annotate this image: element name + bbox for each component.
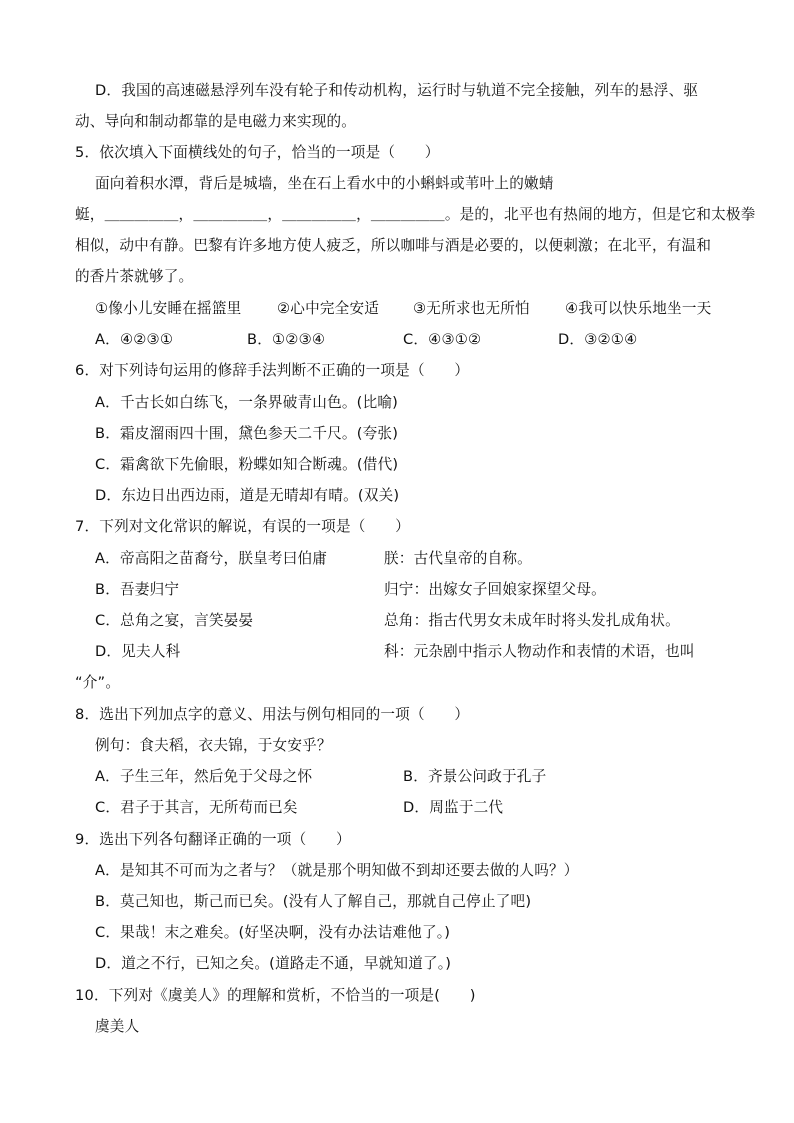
q6-option-b: B．霜皮溜雨四十围，黛色参天二千尺。(夸张) xyxy=(95,425,399,442)
q7-row-d-left: D．见夫人科 xyxy=(95,643,181,660)
q4-option-d-line1: D．我国的高速磁悬浮列车没有轮子和传动机构，运行时与轨道不完全接触，列车的悬浮、驱 xyxy=(95,82,699,99)
q7-row-b-left: B．吾妻归宁 xyxy=(95,581,180,598)
q5-item-2: ②心中完全安适 xyxy=(277,300,380,317)
q7-tail: “介”。 xyxy=(75,674,121,691)
q8-example: 例句：食夫稻，衣夫锦，于女安乎？ xyxy=(95,737,332,754)
q5-item-1: ①像小儿安睡在摇篮里 xyxy=(95,300,242,317)
q9-option-b: B．莫己知也，斯己而已矣。(没有人了解自己，那就自己停止了吧) xyxy=(95,893,532,910)
q8-option-b: B．齐景公问政于孔子 xyxy=(403,768,547,785)
q7-row-d-right: 科：元杂剧中指示人物动作和表情的术语，也叫 xyxy=(384,643,695,660)
q7-row-c-right: 总角：指古代男女未成年时将头发扎成角状。 xyxy=(384,612,680,629)
q5-option-c: C．④③①② xyxy=(403,331,482,348)
q6-option-d: D．东边日出西边雨，道是无晴却有晴。(双关) xyxy=(95,487,400,504)
q8-row-2 xyxy=(95,797,745,819)
q7-row-a-right: 朕：古代皇帝的自称。 xyxy=(384,550,532,567)
q5-option-d: D．③②①④ xyxy=(558,331,638,348)
q9-option-d: D．道之不行，已知之矣。(道路走不通，早就知道了。) xyxy=(95,955,452,972)
q8-option-d: D．周监于二代 xyxy=(403,799,504,816)
q8-stem: 8．选出下列加点字的意义、用法与例句相同的一项（ ） xyxy=(75,706,470,723)
q6-stem: 6．对下列诗句运用的修辞手法判断不正确的一项是（ ） xyxy=(75,362,470,379)
q5-item-3: ③无所求也无所怕 xyxy=(413,300,530,317)
q5-items-row xyxy=(95,298,745,320)
q5-passage-line1: 面向着积水潭，背后是城墙，坐在石上看水中的小蝌蚪或苇叶上的嫩蜻 xyxy=(95,175,554,192)
q7-row-a-left: A．帝高阳之苗裔兮，朕皇考曰伯庸 xyxy=(95,550,328,567)
q8-option-a: A．子生三年，然后免于父母之怀 xyxy=(95,768,313,785)
q5-passage-line2: 蜓，＿＿＿＿＿，＿＿＿＿＿，＿＿＿＿＿，＿＿＿＿＿。是的，北平也有热闹的地方，但是它和太极拳 xyxy=(75,206,756,223)
q10-stem: 10．下列对《虞美人》的理解和赏析，不恰当的一项是( ) xyxy=(75,987,476,1004)
q7-row-c xyxy=(95,610,745,632)
q9-option-a: A．是知其不可而为之者与？（就是那个明知做不到却还要去做的人吗？） xyxy=(95,862,579,879)
q9-stem: 9．选出下列各句翻译正确的一项（ ） xyxy=(75,831,351,848)
q6-option-a: A．千古长如白练飞，一条界破青山色。(比喻) xyxy=(95,394,399,411)
q5-options-row xyxy=(95,329,745,351)
q7-row-d xyxy=(95,641,745,663)
q7-row-a xyxy=(95,548,745,570)
q5-option-a: A．④②③① xyxy=(95,331,174,348)
q7-row-b xyxy=(95,579,745,601)
q7-row-c-left: C．总角之宴，言笑晏晏 xyxy=(95,612,254,629)
q6-option-c: C．霜禽欲下先偷眼，粉蝶如知合断魂。(借代) xyxy=(95,456,399,473)
q5-passage-line3: 相似，动中有静。巴黎有许多地方使人疲乏，所以咖啡与酒是必要的，以便刺激；在北平，有温和 xyxy=(75,237,712,254)
q7-row-b-right: 归宁：出嫁女子回娘家探望父母。 xyxy=(384,581,606,598)
q7-stem: 7．下列对文化常识的解说，有误的一项是（ ） xyxy=(75,518,410,535)
q5-item-4: ④我可以快乐地坐一天 xyxy=(565,300,712,317)
q5-stem: 5．依次填入下面横线处的句子，恰当的一项是（ ） xyxy=(75,144,440,161)
q5-passage-line4: 的香片茶就够了。 xyxy=(75,268,194,285)
q8-row-1 xyxy=(95,766,745,788)
q5-option-b: B．①②③④ xyxy=(247,331,326,348)
q4-option-d-line2: 动、导向和制动都靠的是电磁力来实现的。 xyxy=(75,113,357,130)
q8-option-c: C．君子于其言，无所苟而已矣 xyxy=(95,799,298,816)
q9-option-c: C．果哉！末之难矣。(好坚决啊，没有办法诘难他了。) xyxy=(95,924,451,941)
q10-poem-title: 虞美人 xyxy=(95,1018,140,1035)
